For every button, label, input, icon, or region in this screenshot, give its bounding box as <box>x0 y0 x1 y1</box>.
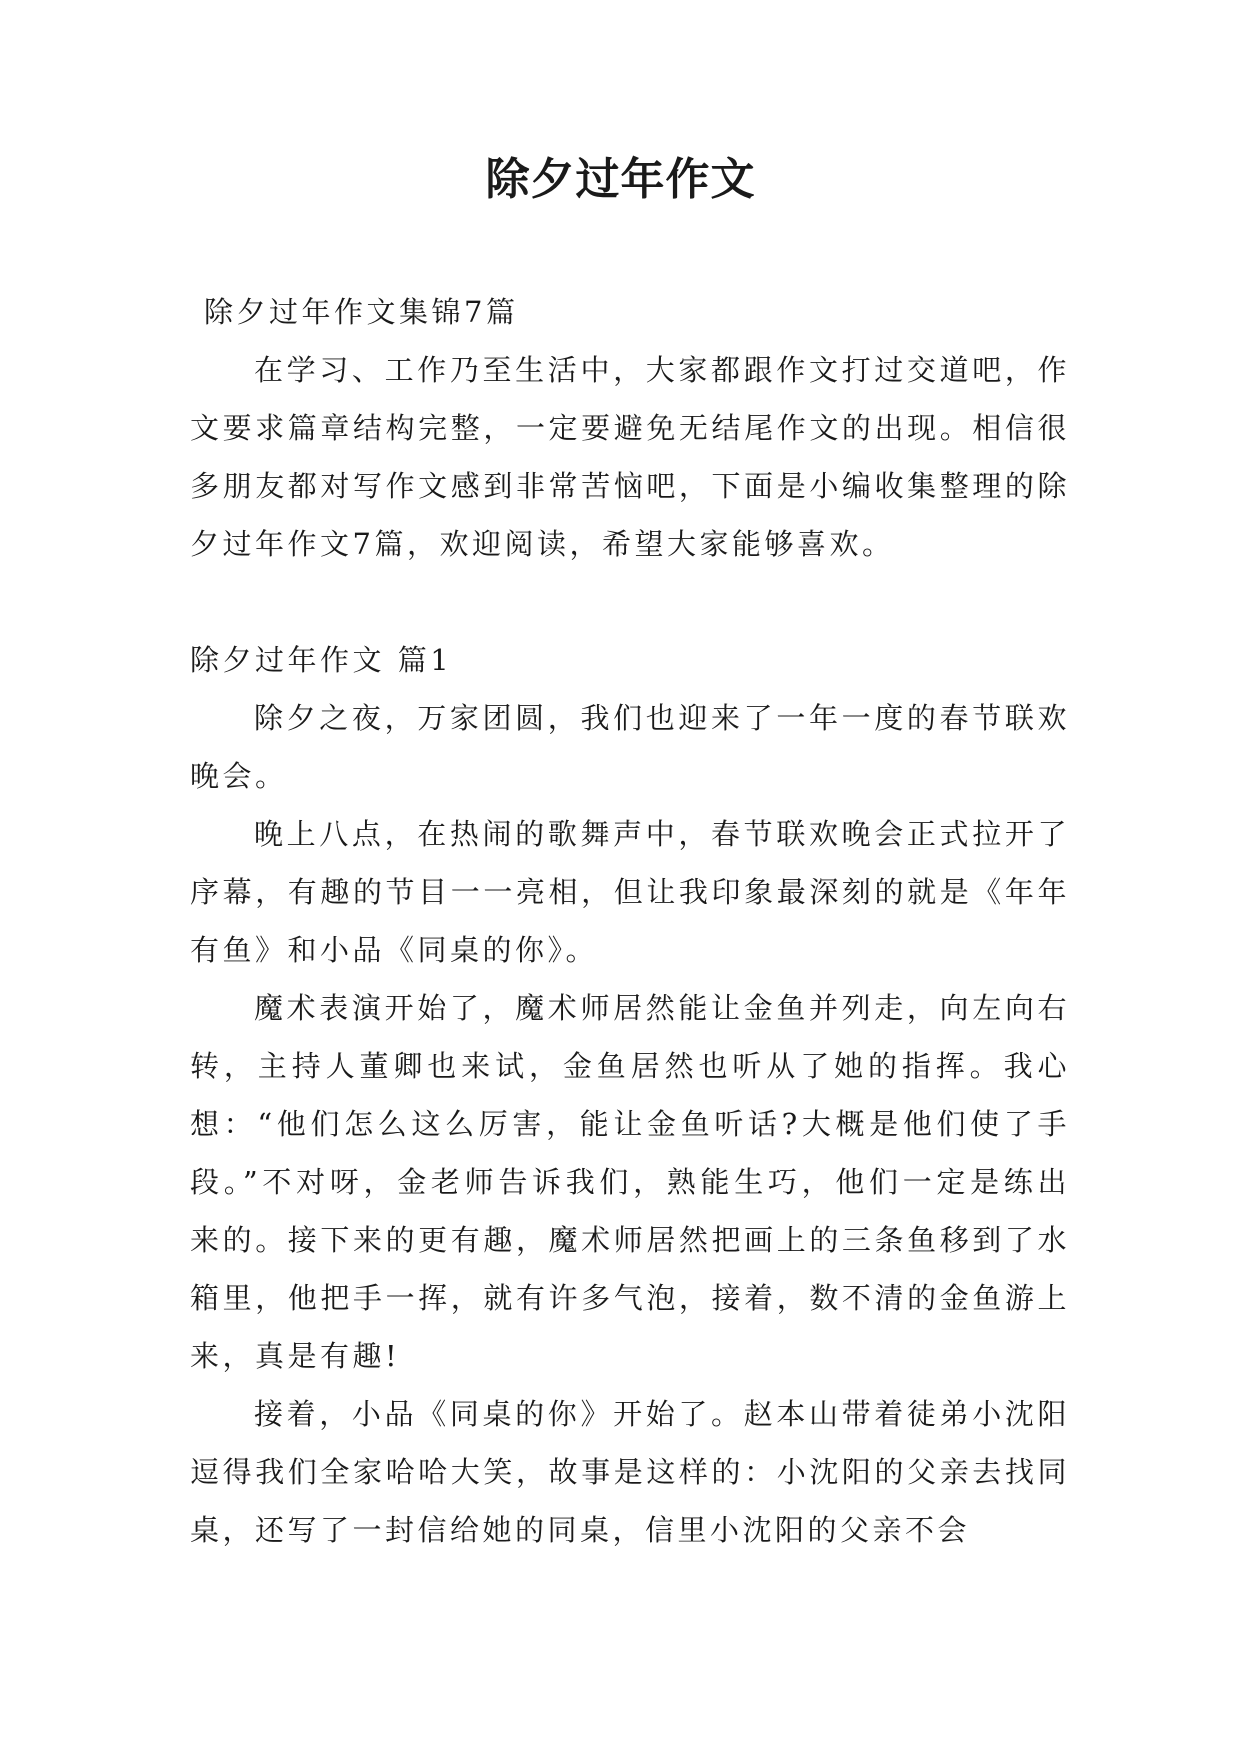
body-paragraph: 晚上八点，在热闹的歌舞声中，春节联欢晚会正式拉开了序幕，有趣的节目一一亮相，但让我印象最深刻的就是《年年有鱼》和小品《同桌的你》。 <box>190 817 1070 967</box>
intro-paragraph: 在学习、工作乃至生活中，大家都跟作文打过交道吧，作文要求篇章结构完整，一定要避免无结尾作文的出现。相信很多朋友都对写作文感到非常苦恼吧，下面是小编收集整理的除夕过年作文7篇，欢迎阅读，希望大家能够喜欢。 <box>190 353 1070 561</box>
body-paragraph: 除夕之夜，万家团圆，我们也迎来了一年一度的春节联欢晚会。 <box>190 701 1070 793</box>
document-title: 除夕过年作文 <box>485 154 756 205</box>
body-paragraph: 接着，小品《同桌的你》开始了。赵本山带着徒弟小沈阳逗得我们全家哈哈大笑，故事是这样的：小沈阳的父亲去找同桌，还写了一封信给她的同桌，信里小沈阳的父亲不会 <box>190 1397 1070 1547</box>
section-spacer <box>190 573 1070 631</box>
document-body <box>190 283 1070 1559</box>
body-paragraph: 魔术表演开始了，魔术师居然能让金鱼并列走，向左向右转，主持人董卿也来试，金鱼居然也听从了她的指挥。我心想：“他们怎么这么厉害，能让金鱼听话?大概是他们使了手段。”不对呀，金老师告诉我们，熟能生巧，他们一定是练出来的。接下来的更有趣，魔术师居然把画上的三条鱼移到了水箱里，他把手一挥，就有许多气泡，接着，数不清的金鱼游上来，真是有趣! <box>190 991 1070 1373</box>
section-heading: 除夕过年作文 篇1 <box>190 643 453 677</box>
document-subtitle: 除夕过年作文集锦7篇 <box>204 295 519 329</box>
